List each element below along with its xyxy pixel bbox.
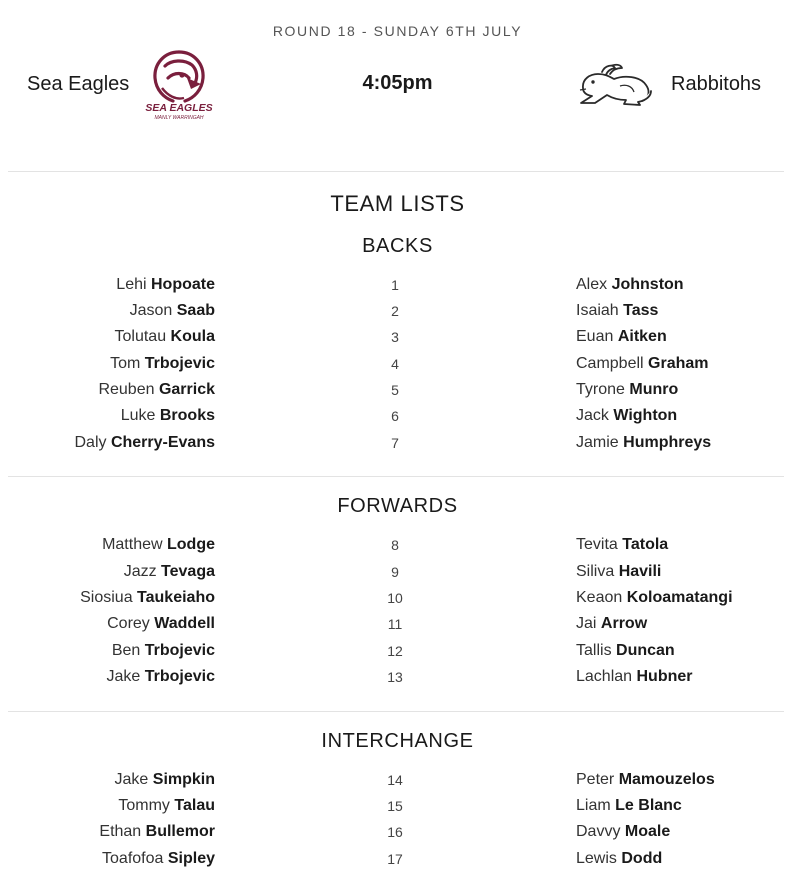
jersey-number: 9 <box>391 564 399 580</box>
away-first-name: Davvy <box>576 823 621 840</box>
kickoff-time: 4:05pm <box>362 72 433 94</box>
jersey-number: 6 <box>391 408 399 424</box>
home-last-name: Bullemor <box>145 823 215 840</box>
home-last-name: Talau <box>174 797 215 814</box>
player-row <box>0 563 795 587</box>
player-row <box>0 328 795 352</box>
home-player[interactable] <box>115 328 216 346</box>
home-first-name: Jake <box>106 668 141 685</box>
home-player[interactable] <box>107 615 215 633</box>
home-first-name: Tolutau <box>114 328 167 345</box>
away-player[interactable] <box>576 407 677 425</box>
home-first-name: Jason <box>129 302 173 319</box>
home-last-name: Waddell <box>154 615 215 632</box>
away-last-name: Le Blanc <box>615 797 682 814</box>
player-row <box>0 771 795 795</box>
round-label: ROUND 18 - SUNDAY 6TH JULY <box>272 23 523 39</box>
away-player[interactable] <box>576 642 675 660</box>
away-player[interactable] <box>576 823 670 841</box>
home-player[interactable] <box>107 668 216 686</box>
jersey-number: 3 <box>391 329 399 345</box>
away-last-name: Tatola <box>622 536 669 553</box>
away-player[interactable] <box>576 771 715 789</box>
home-last-name: Trbojevic <box>144 668 215 685</box>
away-first-name: Alex <box>576 276 608 293</box>
away-first-name: Isaiah <box>576 302 619 319</box>
player-row <box>0 276 795 300</box>
home-last-name: Koula <box>170 328 215 345</box>
away-player[interactable] <box>576 589 733 607</box>
home-player[interactable] <box>110 355 215 373</box>
home-player[interactable] <box>116 276 215 294</box>
jersey-number: 14 <box>387 772 403 788</box>
home-first-name: Jazz <box>123 563 157 580</box>
away-last-name: Moale <box>624 823 671 840</box>
player-row <box>0 850 795 874</box>
away-last-name: Johnston <box>611 276 684 293</box>
home-first-name: Ben <box>111 642 141 659</box>
home-last-name: Tevaga <box>161 563 215 580</box>
jersey-number: 5 <box>391 382 399 398</box>
away-first-name: Campbell <box>576 355 644 372</box>
away-team-name[interactable]: Rabbitohs <box>671 73 762 95</box>
player-row <box>0 381 795 405</box>
home-last-name: Sipley <box>167 850 215 867</box>
rabbitohs-logo[interactable] <box>576 62 654 106</box>
sea-eagles-logo-text: SEA EAGLES <box>145 102 213 114</box>
home-first-name: Lehi <box>116 276 147 293</box>
player-row <box>0 355 795 379</box>
away-last-name: Humphreys <box>623 434 712 451</box>
player-row <box>0 642 795 666</box>
home-player[interactable] <box>74 434 215 452</box>
jersey-number: 11 <box>387 616 403 632</box>
home-last-name: Garrick <box>158 381 215 398</box>
away-first-name: Keaon <box>576 589 623 606</box>
jersey-number: 12 <box>387 643 403 659</box>
away-last-name: Wighton <box>613 407 678 424</box>
away-player[interactable] <box>576 355 709 373</box>
jersey-number: 2 <box>391 303 399 319</box>
jersey-number: 4 <box>391 356 399 372</box>
away-last-name: Arrow <box>600 615 648 632</box>
home-last-name: Brooks <box>159 407 215 424</box>
home-first-name: Luke <box>120 407 156 424</box>
away-last-name: Aitken <box>617 328 667 345</box>
jersey-number: 15 <box>387 798 403 814</box>
jersey-number: 1 <box>391 277 399 293</box>
jersey-number: 7 <box>391 435 399 451</box>
away-last-name: Dodd <box>621 850 663 867</box>
home-player[interactable] <box>80 589 215 607</box>
home-first-name: Corey <box>107 615 150 632</box>
home-last-name: Lodge <box>167 536 215 553</box>
away-player[interactable] <box>576 536 668 554</box>
home-first-name: Matthew <box>102 536 163 553</box>
away-first-name: Liam <box>576 797 611 814</box>
jersey-number: 13 <box>387 669 403 685</box>
section-title-backs: BACKS <box>362 235 433 257</box>
away-last-name: Mamouzelos <box>618 771 715 788</box>
player-row <box>0 797 795 821</box>
away-last-name: Munro <box>629 381 679 398</box>
home-player[interactable] <box>130 302 215 320</box>
home-first-name: Siosiua <box>80 589 133 606</box>
home-last-name: Cherry-Evans <box>110 434 215 451</box>
away-first-name: Jack <box>576 407 609 424</box>
away-last-name: Hubner <box>636 668 693 685</box>
away-first-name: Jai <box>576 615 597 632</box>
away-player[interactable] <box>576 850 662 868</box>
team-lists-title: TEAM LISTS <box>330 191 465 216</box>
away-player[interactable] <box>576 328 667 346</box>
player-row <box>0 589 795 613</box>
jersey-number: 17 <box>387 851 403 867</box>
divider <box>8 171 784 172</box>
away-player[interactable] <box>576 563 661 581</box>
player-row <box>0 823 795 847</box>
away-first-name: Tallis <box>576 642 612 659</box>
jersey-number: 10 <box>387 590 403 606</box>
home-first-name: Tom <box>110 355 141 372</box>
home-first-name: Ethan <box>99 823 142 840</box>
away-last-name: Tass <box>623 302 659 319</box>
away-player[interactable] <box>576 276 684 294</box>
away-first-name: Jamie <box>576 434 619 451</box>
home-player[interactable] <box>98 381 215 399</box>
player-row <box>0 615 795 639</box>
home-last-name: Saab <box>176 302 215 319</box>
away-last-name: Graham <box>648 355 709 372</box>
home-first-name: Reuben <box>98 381 155 398</box>
home-last-name: Simpkin <box>152 771 215 788</box>
player-row <box>0 434 795 458</box>
player-row <box>0 407 795 431</box>
home-first-name: Tommy <box>118 797 170 814</box>
section-title-interchange: INTERCHANGE <box>321 730 474 752</box>
away-first-name: Lewis <box>576 850 617 867</box>
home-player[interactable] <box>121 407 215 425</box>
home-first-name: Jake <box>114 771 149 788</box>
away-first-name: Siliva <box>576 563 615 580</box>
away-last-name: Duncan <box>616 642 675 659</box>
home-last-name: Trbojevic <box>144 642 215 659</box>
home-player[interactable] <box>102 850 215 868</box>
away-last-name: Havili <box>618 563 662 580</box>
home-player[interactable] <box>102 536 215 554</box>
home-player[interactable] <box>112 642 215 660</box>
player-row <box>0 536 795 560</box>
jersey-number: 8 <box>391 537 399 553</box>
home-last-name: Hopoate <box>151 276 215 293</box>
away-first-name: Peter <box>576 771 615 788</box>
divider <box>8 476 784 477</box>
away-player[interactable] <box>576 615 647 633</box>
away-player[interactable] <box>576 381 678 399</box>
away-first-name: Euan <box>576 328 614 345</box>
home-team-name[interactable]: Sea Eagles <box>27 73 130 95</box>
away-last-name: Koloamatangi <box>626 589 733 606</box>
away-player[interactable] <box>576 797 682 815</box>
player-row <box>0 302 795 326</box>
jersey-number: 16 <box>387 824 403 840</box>
sea-eagles-logo-subtext: MANLY WARRINGAH <box>154 115 204 121</box>
home-last-name: Trbojevic <box>144 355 215 372</box>
away-first-name: Tyrone <box>576 381 625 398</box>
home-player[interactable] <box>99 823 215 841</box>
home-player[interactable] <box>124 563 215 581</box>
away-player[interactable] <box>576 302 658 320</box>
player-row <box>0 668 795 692</box>
home-player[interactable] <box>118 797 215 815</box>
away-player[interactable] <box>576 668 693 686</box>
section-title-forwards: FORWARDS <box>337 495 458 517</box>
home-last-name: Taukeiaho <box>137 589 215 606</box>
away-first-name: Tevita <box>576 536 618 553</box>
divider <box>8 711 784 712</box>
home-first-name: Daly <box>74 434 107 451</box>
away-first-name: Lachlan <box>576 668 633 685</box>
away-player[interactable] <box>576 434 711 452</box>
home-player[interactable] <box>115 771 215 789</box>
home-first-name: Toafofoa <box>102 850 164 867</box>
